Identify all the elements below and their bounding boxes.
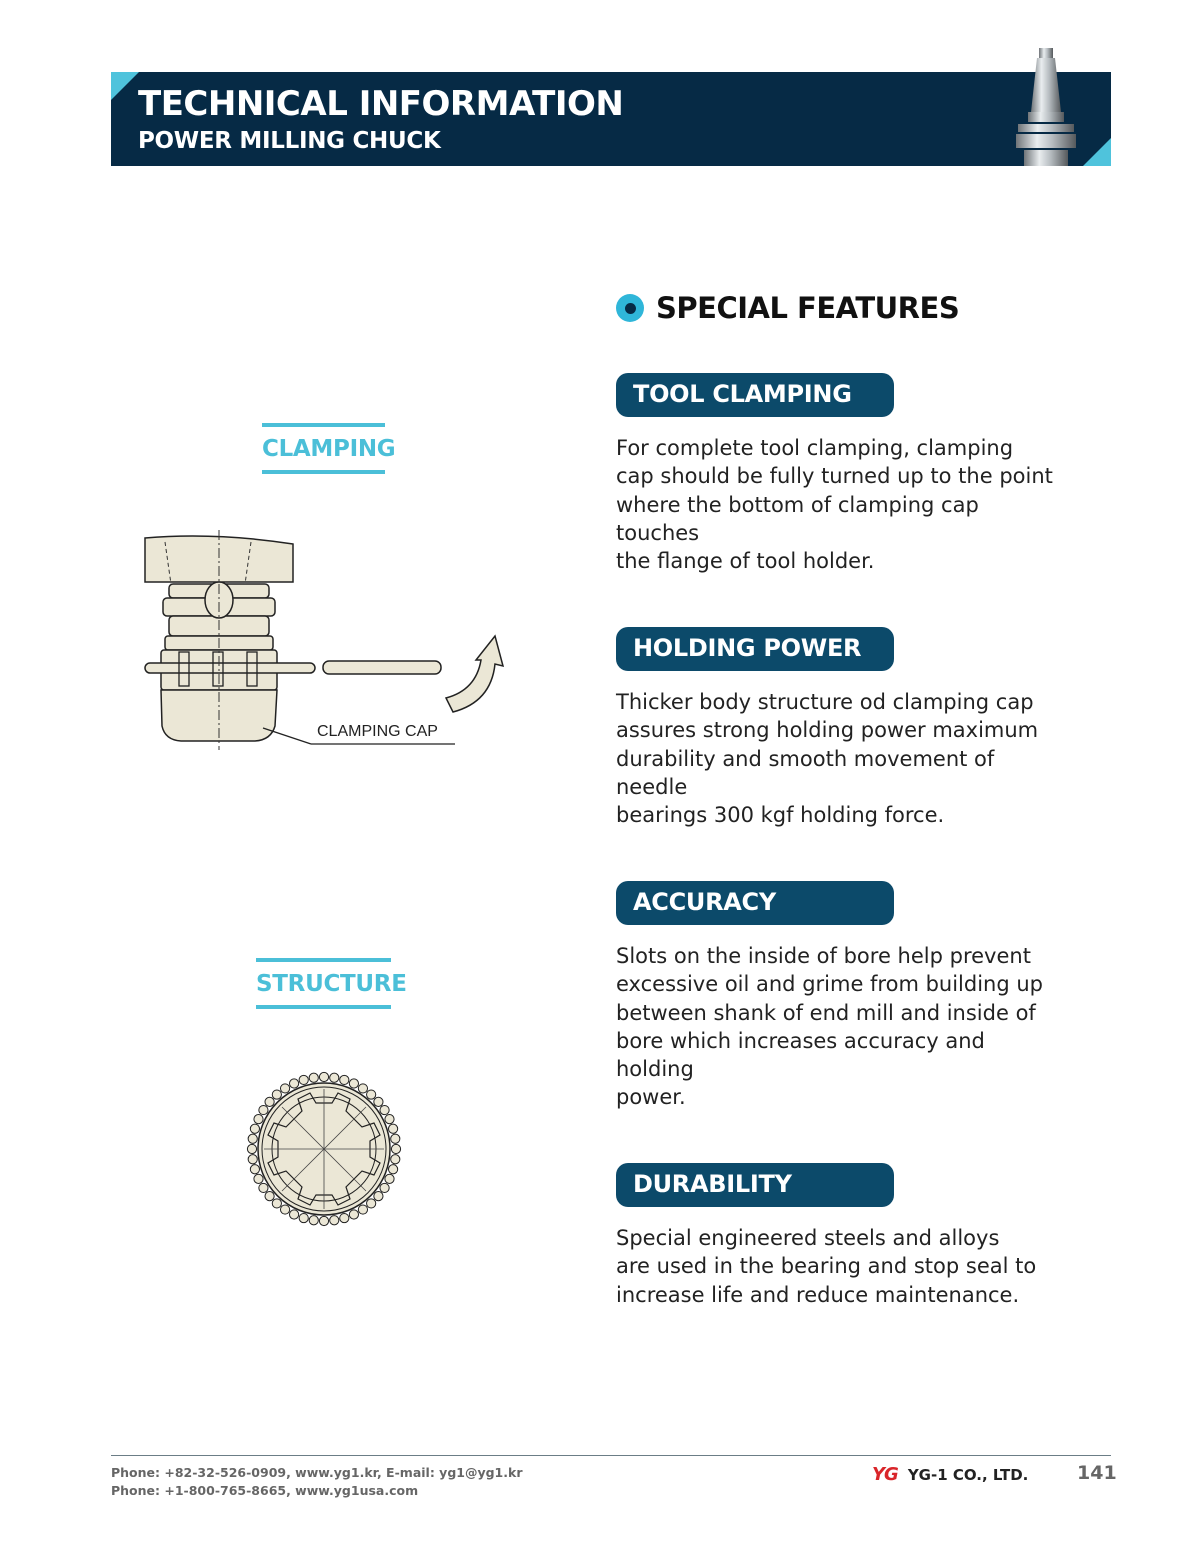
structure-label: STRUCTURE (256, 958, 391, 1009)
clamping-diagram (135, 530, 515, 750)
tool-holder-image (1006, 48, 1086, 166)
special-features-heading (616, 291, 959, 325)
bearing-ball (259, 1105, 268, 1114)
bearing-ball (299, 1213, 308, 1222)
bearing-ball (248, 1134, 257, 1143)
feature-text-accuracy: Slots on the inside of bore help prevent excessive oil and grime from building up between shank of end mill and inside of bore which increases accuracy and holding power. (616, 944, 1044, 1110)
bearing-ball (330, 1216, 339, 1225)
bullet-icon (616, 294, 644, 322)
bearing-ball (374, 1097, 383, 1106)
feature-label-durability: DURABILITY (616, 1163, 894, 1207)
bearing-ball (340, 1213, 349, 1222)
footer-divider (111, 1455, 1111, 1456)
footer-contact-korea: Phone: +82-32-526-0909, www.yg1.kr, E-mail: yg1@yg1.kr (111, 1465, 523, 1480)
bearing-ball (385, 1174, 394, 1183)
bearing-ball (340, 1075, 349, 1084)
bearing-ball (349, 1079, 358, 1088)
page-number: 141 (1077, 1462, 1117, 1484)
bearing-ball (254, 1114, 263, 1123)
yg1-logo-icon: YG (872, 1464, 898, 1485)
bearing-ball (388, 1124, 397, 1133)
footer-contact-usa: Phone: +1-800-765-8665, www.yg1usa.com (111, 1483, 419, 1498)
bearing-ball (280, 1205, 289, 1214)
bearing-ball (309, 1216, 318, 1225)
bearing-ball (319, 1072, 328, 1081)
bearing-ball (330, 1073, 339, 1082)
company-name: YG-1 CO., LTD. (907, 1465, 1029, 1484)
special-features-title: SPECIAL FEATURES (656, 291, 960, 325)
bearing-ball (289, 1079, 298, 1088)
bearing-ball (250, 1124, 259, 1133)
structure-diagram (244, 1069, 404, 1229)
page-title: TECHNICAL INFORMATION (138, 84, 624, 124)
feature-label-tool-clamping: TOOL CLAMPING (616, 373, 894, 417)
page-subtitle: POWER MILLING CHUCK (138, 128, 441, 154)
bearing-ball (248, 1155, 257, 1164)
feature-text-tool-clamping: For complete tool clamping, clamping cap should be fully turned up to the point where the bottom of clamping cap touches the flange of tool holder. (616, 436, 1053, 574)
company-brand (872, 1464, 1028, 1485)
bearing-ball (280, 1084, 289, 1093)
bearing-ball (388, 1165, 397, 1174)
header-corner-accent (111, 72, 139, 100)
bearing-ball (272, 1090, 281, 1099)
clamping-cap-callout: CLAMPING CAP (317, 723, 438, 740)
bearing-ball (385, 1114, 394, 1123)
bearing-ball (319, 1216, 328, 1225)
bearing-ball (391, 1155, 400, 1164)
bearing-ball (391, 1144, 400, 1153)
bearing-ball (358, 1205, 367, 1214)
bearing-ball (247, 1144, 256, 1153)
bearing-ball (272, 1199, 281, 1208)
bearing-ball (358, 1084, 367, 1093)
bearing-ball (367, 1090, 376, 1099)
page-header (111, 72, 1111, 166)
bearing-ball (254, 1174, 263, 1183)
bearing-ball (250, 1165, 259, 1174)
bearing-ball (380, 1183, 389, 1192)
bearing-ball (265, 1192, 274, 1201)
feature-text-durability: Special engineered steels and alloys are used in the bearing and stop seal to increase life and reduce maintenance. (616, 1226, 1037, 1307)
feature-label-accuracy: ACCURACY (616, 881, 894, 925)
bearing-ball (265, 1097, 274, 1106)
header-corner-accent (1083, 138, 1111, 166)
bearing-ball (299, 1075, 308, 1084)
bearing-ball (367, 1199, 376, 1208)
bearing-ball (289, 1210, 298, 1219)
bearing-ball (349, 1210, 358, 1219)
feature-label-holding-power: HOLDING POWER (616, 627, 894, 671)
bearing-ball (259, 1183, 268, 1192)
clamping-label: CLAMPING (262, 423, 385, 474)
feature-text-holding-power: Thicker body structure od clamping cap assures strong holding power maximum durability and smooth movement of needle bearings 300 kgf holding force. (616, 690, 1039, 828)
bearing-ball (374, 1192, 383, 1201)
bearing-ball (380, 1105, 389, 1114)
bearing-ball (391, 1134, 400, 1143)
bearing-ball (309, 1073, 318, 1082)
